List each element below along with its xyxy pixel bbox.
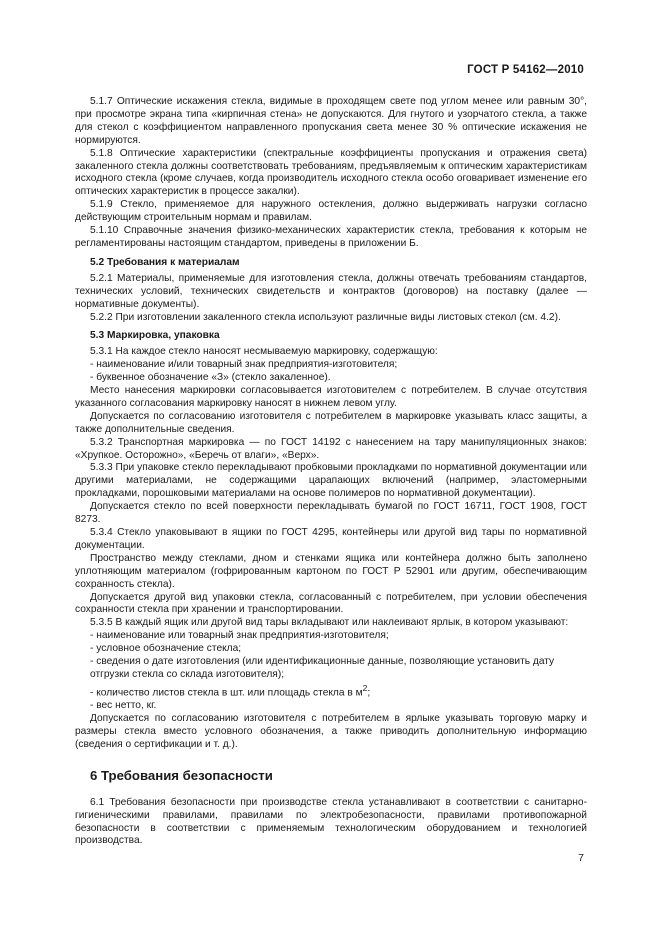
list-item: - сведения о дате изготовления (или идентификационные данные, позволяющие установить дату отгрузки стекла со склада изготовителя); — [90, 656, 555, 680]
list-item — [75, 682, 587, 700]
paragraph: Пространство между стеклами, дном и стенками ящика или контейнера должно быть заполнено уплотняющим материалом (гофрированным картоном по ГОСТ Р 52901 или другим, обеспечивающим сохранность стекла). — [75, 552, 587, 590]
paragraph: Допускается по согласованию изготовителя с потребителем в маркировке указывать класс защиты, а также дополнительные сведения. — [75, 410, 587, 435]
clause-5-3-5: 5.3.5 В каждый ящик или другой вид тары вкладывают или наклеивают ярлык, в котором указывают: — [90, 617, 569, 629]
clause-5-3-4: 5.3.4 Стекло упаковывают в ящики по ГОСТ 4295, контейнеры или другой вид тары по нормативной документации. — [75, 527, 587, 551]
clause-6-1: 6.1 Требования безопасности при производстве стекла устанавливают в соответствии с санитарно-гигиеническими правилами, правилами по электробезопасности, правилами противопожарной безопасности в соответствии с применяемым технологическим оборудованием и технологией производства. — [75, 796, 587, 847]
section-6-heading: 6 Требования безопасности — [90, 767, 273, 783]
clause-5-3-1: 5.3.1 На каждое стекло наносят несмываемую маркировку, содержащую: — [90, 346, 438, 358]
section-5-2-heading: 5.2 Требования к материалам — [90, 256, 240, 268]
document-body — [75, 96, 587, 848]
list-item: - буквенное обозначение «З» (стекло закаленное). — [90, 372, 331, 384]
clause-5-1-10: 5.1.10 Справочные значения физико-механических характеристик стекла, требования к которым не регламентированы настоящим стандартом, приведены в приложении Б. — [75, 225, 587, 249]
list-item: - условное обозначение стекла; — [90, 643, 242, 655]
clause-5-1-8: 5.1.8 Оптические характеристики (спектральные коэффициенты пропускания и отражения света) закаленного стекла должны соответствовать требованиям, предъявляемым к оптическим характеристикам исходного стекла (кроме случаев, когда производитель исходного стекла особо оговаривает изменение его оптических характеристик в процессе закалки). — [75, 147, 587, 198]
superscript: 2 — [362, 682, 368, 693]
paragraph: Место нанесения маркировки согласовывается изготовителем с потребителем. В случае отсутствия указанного согласования маркировку наносят в нижнем левом углу. — [75, 385, 587, 409]
list-item-text: - количество листов стекла в шт. или площадь стекла в м — [90, 687, 363, 699]
clause-5-1-9: 5.1.9 Стекло, применяемое для наружного остекления, должно выдерживать нагрузки согласно действующим строительным нормам и правилам. — [75, 199, 587, 224]
list-item-text: ; — [367, 687, 371, 699]
clause-5-1-7: 5.1.7 Оптические искажения стекла, видимые в проходящем свете под углом менее или равным 30°, при просмотре экрана типа «кирпичная стена» не допускаются. Для гнутого и узорчатого стекла, а также для стекол с коэффициентом направленного пропускания света менее 30 % оптические искажения не нормируются. — [75, 96, 587, 146]
list-item: - наименование и/или товарный знак предприятия-изготовителя; — [90, 359, 398, 371]
paragraph: Допускается по согласованию изготовителя с потребителем в ярлыке указывать торговую марку и размеры стекла вместо условного обозначения, а также приводить дополнительную информацию (сведения о сертификации и т. д.). — [75, 713, 587, 750]
clause-5-3-2: 5.3.2 Транспортная маркировка — по ГОСТ 14192 с нанесением на тару манипуляционных знаков: «Хрупкое. Осторожно», «Беречь от влаги», «Верх». — [75, 436, 587, 461]
paragraph: Допускается стекло по всей поверхности перекладывать бумагой по ГОСТ 16711, ГОСТ 1908, ГОСТ 8273. — [75, 501, 587, 526]
document-header: ГОСТ Р 54162—2010 — [467, 64, 584, 76]
paragraph: Допускается другой вид упаковки стекла, согласованный с потребителем, при условии обеспечения сохранности стекла при хранении и транспортировании. — [75, 591, 587, 616]
list-item: - вес нетто, кг. — [90, 700, 157, 712]
clause-5-2-2: 5.2.2 При изготовлении закаленного стекла используют различные виды листовых стекол (см. 4.2). — [90, 311, 561, 323]
clause-5-3-3: 5.3.3 При упаковке стекло перекладывают пробковыми прокладками по нормативной документации или другими материалами, не содержащими царапающих включений (например, эластомерными прокладками, порошковыми материалами на основе полимеров по нормативной документации). — [75, 462, 587, 500]
clause-5-2-1: 5.2.1 Материалы, применяемые для изготовления стекла, должны отвечать требованиям стандартов, технических условий, технических свидетельств и контрактов (договоров) на поставку (далее — нормативные документы). — [75, 272, 587, 310]
page-number: 7 — [578, 852, 584, 864]
list-item: - наименование или товарный знак предприятия-изготовителя; — [90, 630, 389, 642]
section-5-3-heading: 5.3 Маркировка, упаковка — [90, 330, 220, 342]
